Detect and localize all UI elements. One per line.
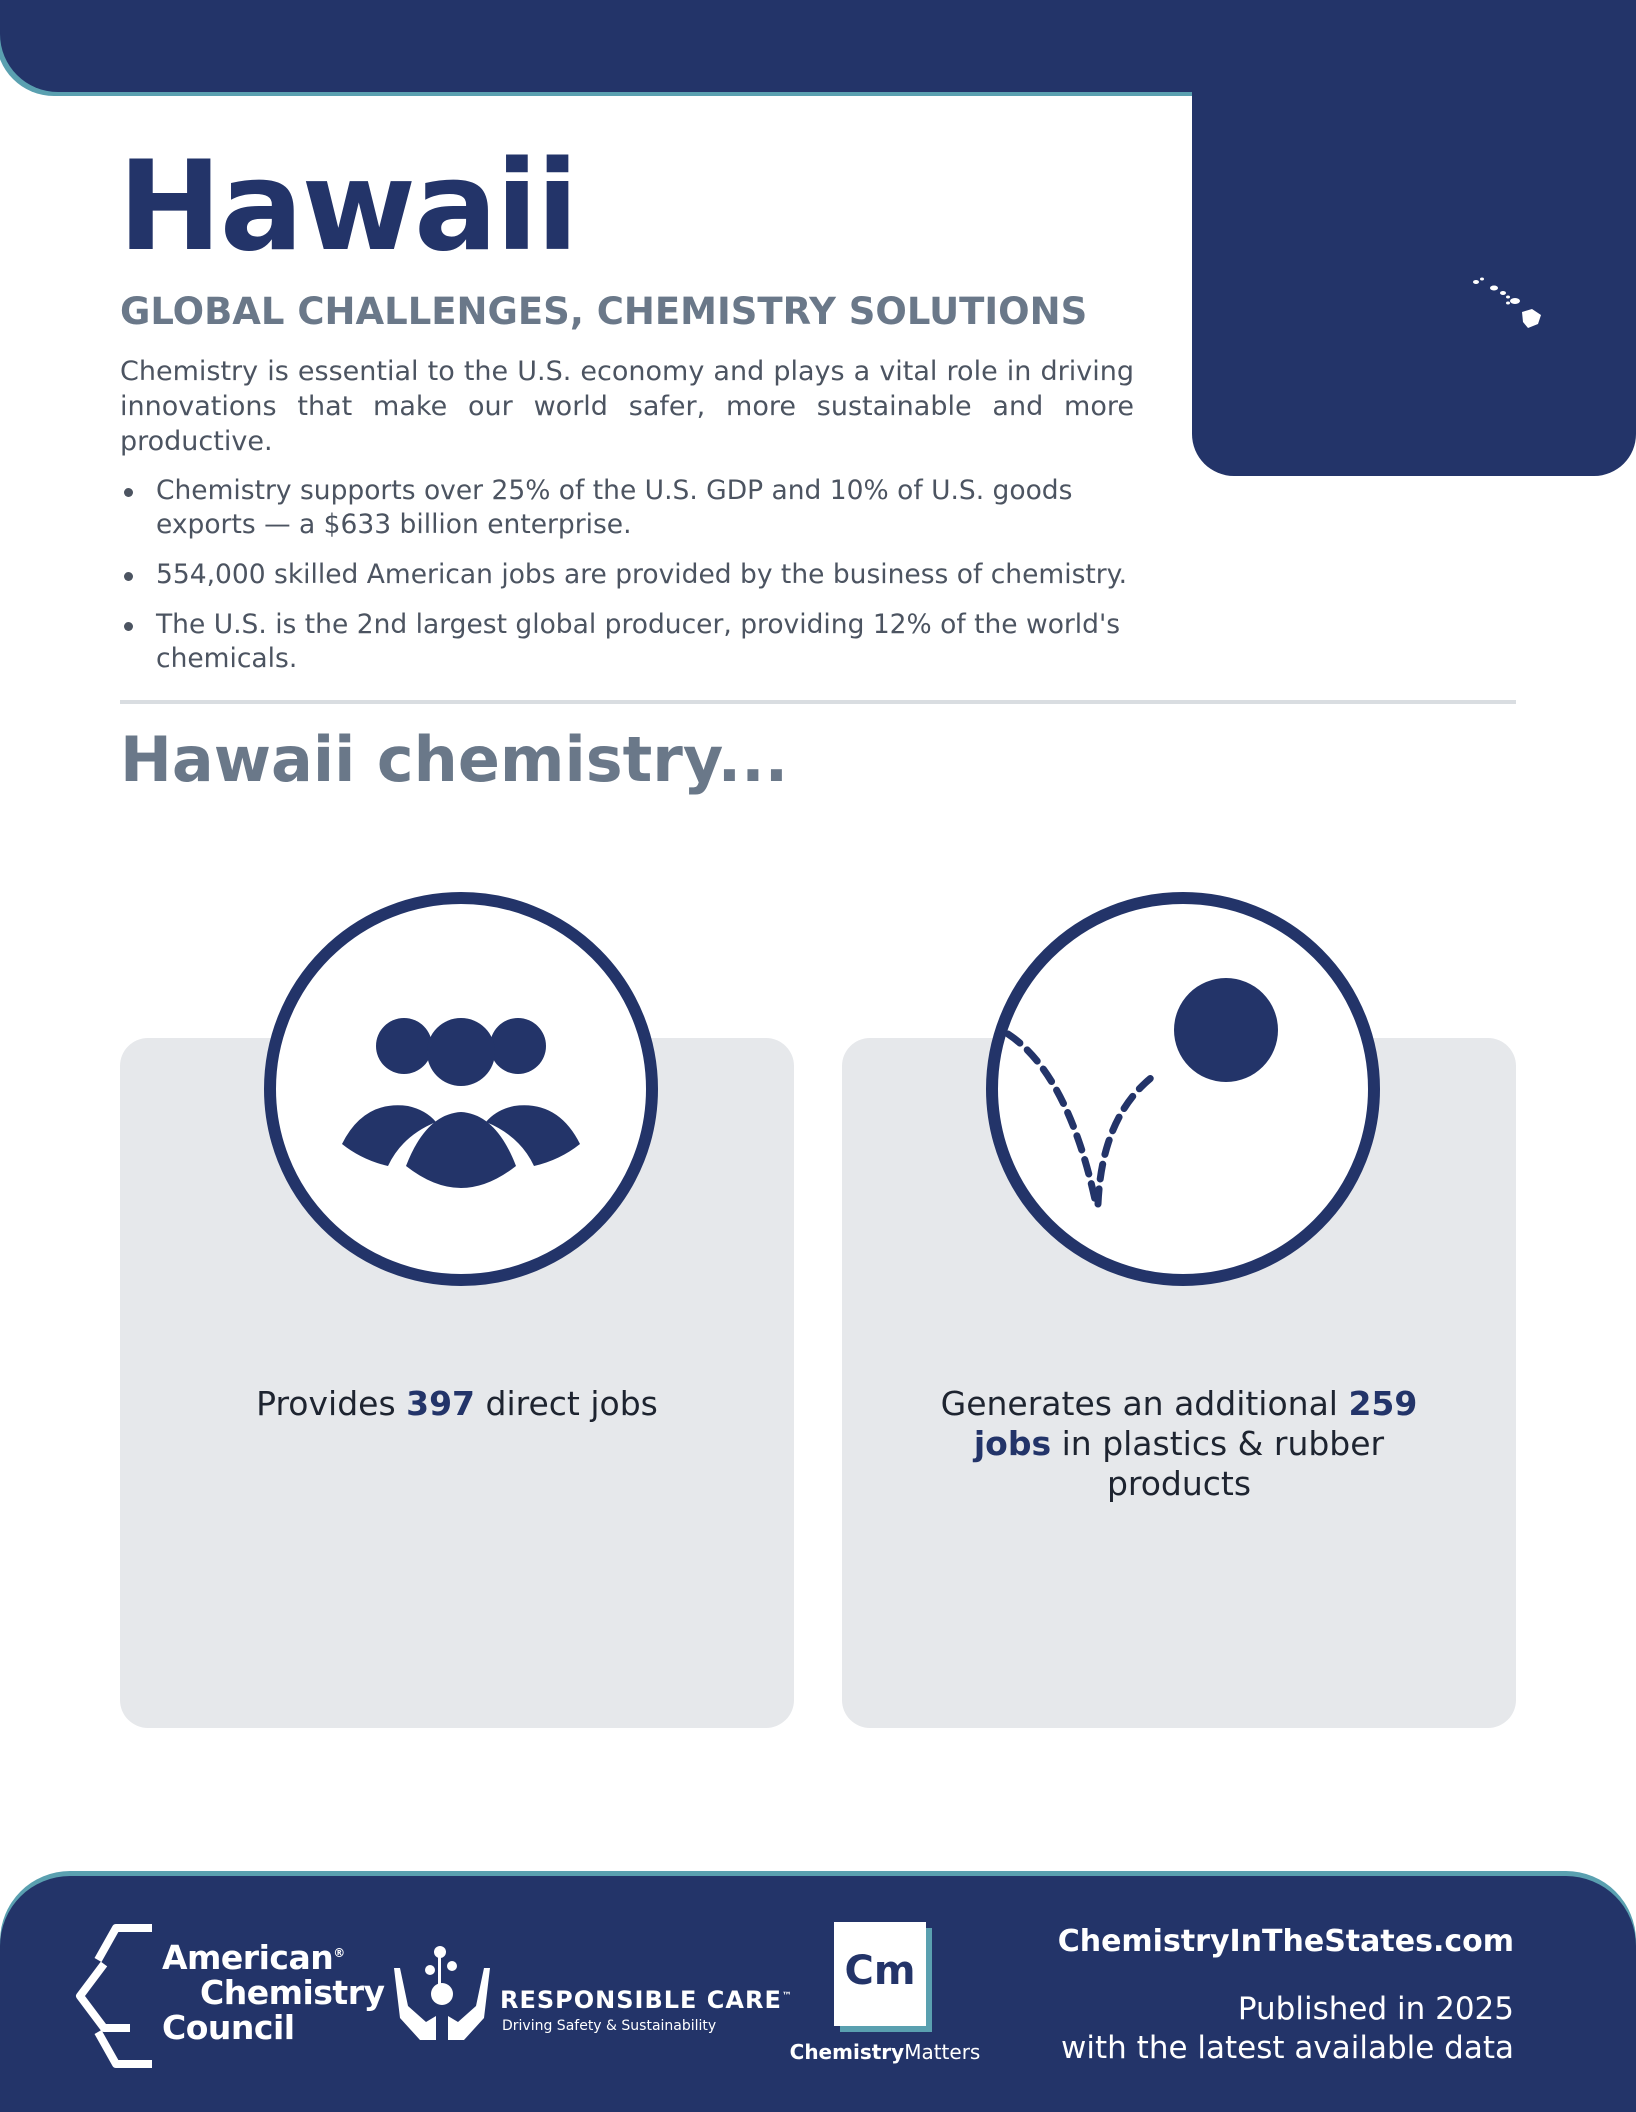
fact-text: Chemistry supports over 25% of the U.S. GDP and 10% of U.S. goods exports — a $633 billion enterprise. xyxy=(156,475,1073,540)
page-subtitle: GLOBAL CHALLENGES, CHEMISTRY SOLUTIONS xyxy=(120,290,1088,333)
people-icon xyxy=(276,904,646,1274)
stat-suffix: direct jobs xyxy=(475,1384,658,1423)
stat-value: 259 jobs xyxy=(973,1384,1418,1463)
map-panel xyxy=(1192,0,1636,476)
responsible-care-title: RESPONSIBLE CARE™ xyxy=(500,1986,793,2014)
published-line-1: Published in 2025 xyxy=(1237,1991,1514,2027)
people-icon-circle xyxy=(264,892,658,1286)
responsible-care-hands-icon xyxy=(390,1944,494,2044)
bullet-icon xyxy=(124,622,133,631)
jobs-stat xyxy=(120,1384,794,1424)
stat-suffix: in plastics & rubber products xyxy=(1051,1424,1385,1503)
cm-logo-text: Cm xyxy=(844,1948,916,1994)
list-item xyxy=(120,608,1150,676)
chemistry-matters-label: ChemistryMatters xyxy=(789,2040,981,2064)
section-title: Hawaii chemistry... xyxy=(120,723,789,796)
list-item xyxy=(120,558,1150,592)
ball-trajectory-icon xyxy=(998,904,1368,1274)
fact-text: The U.S. is the 2nd largest global producer, providing 12% of the world's chemicals. xyxy=(156,609,1121,674)
chemistry-matters-logo xyxy=(834,1922,926,2026)
published-line-2: with the latest available data xyxy=(1061,2030,1514,2066)
fact-text: 554,000 skilled American jobs are provided by the business of chemistry. xyxy=(156,559,1127,590)
ball-icon-circle xyxy=(986,892,1380,1286)
fact-list xyxy=(120,474,1150,692)
responsible-care-tagline: Driving Safety & Sustainability xyxy=(502,2018,717,2034)
bullet-icon xyxy=(124,488,133,497)
section-divider xyxy=(120,700,1516,704)
plastics-jobs-stat xyxy=(930,1384,1428,1504)
intro-paragraph: Chemistry is essential to the U.S. economy and plays a vital role in driving innovations that make our world safer, more sustainable and more productive. xyxy=(120,356,1134,457)
hawaii-map-icon xyxy=(1472,270,1552,340)
list-item xyxy=(120,474,1150,542)
website-link[interactable]: ChemistryInTheStates.com xyxy=(1057,1924,1514,1959)
acc-line-2: Chemistry xyxy=(200,1973,385,2012)
stat-prefix: Provides xyxy=(256,1384,407,1423)
stat-prefix: Generates an additional xyxy=(940,1384,1349,1423)
bullet-icon xyxy=(124,572,133,581)
acc-line-3: Council xyxy=(162,2008,295,2047)
published-note xyxy=(1061,1990,1514,2068)
acc-line-1: American® xyxy=(162,1938,345,1977)
page-title: Hawaii xyxy=(118,135,577,279)
acc-logo-text xyxy=(162,1936,385,2045)
stat-value: 397 xyxy=(406,1384,476,1423)
